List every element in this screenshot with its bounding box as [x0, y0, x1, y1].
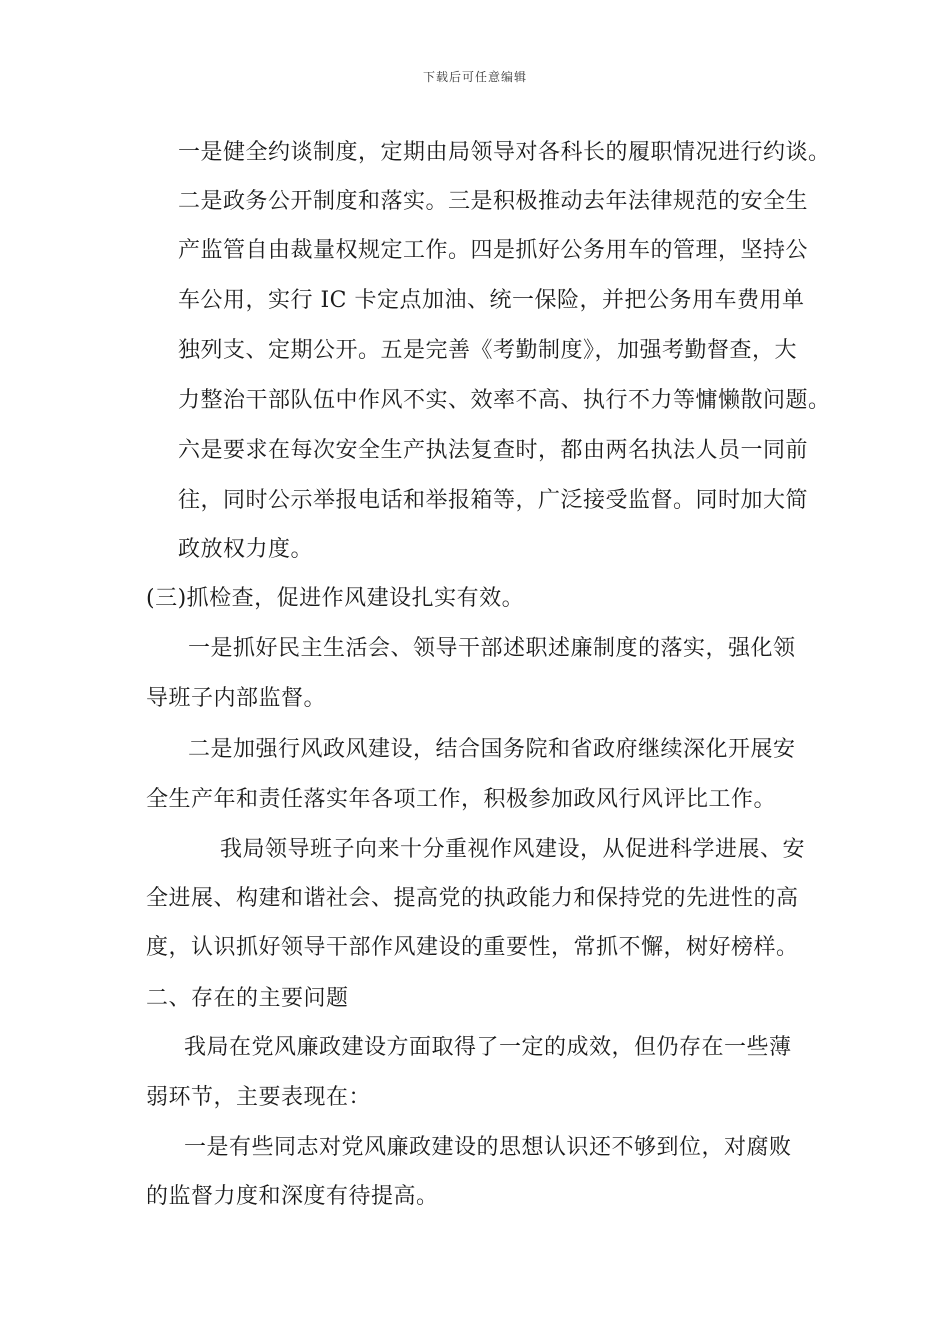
paragraph-line: 六是要求在每次安全生产执法复查时，都由两名执法人员一同前 — [178, 438, 809, 463]
paragraph-line: 车公用，实行 IC 卡定点加油、统一保险，并把公务用车费用单 — [178, 288, 805, 313]
section-heading: (三)抓检查，促进作风建设扎实有效。 — [146, 586, 525, 611]
paragraph-line: 往，同时公示举报电话和举报箱等，广泛接受监督。同时加大简 — [178, 488, 809, 513]
paragraph-line: 独列支、定期公开。五是完善《考勤制度》，加强考勤督查，大 — [178, 338, 798, 363]
page-header: 下载后可任意编辑 — [422, 70, 527, 84]
paragraph-line: 全进展、构建和谐社会、提高党的执政能力和保持党的先进性的高 — [146, 886, 799, 911]
section-heading: 二、存在的主要问题 — [146, 986, 349, 1011]
paragraph-line: 我局领导班子向来十分重视作风建设，从促进科学进展、安 — [220, 837, 806, 862]
paragraph-line: 政放权力度。 — [178, 537, 314, 562]
paragraph-line: 力整治干部队伍中作风不实、效率不高、执行不力等慵懒散问题。 — [178, 388, 831, 413]
paragraph-line: 二是政务公开制度和落实。三是积极推动去年法律规范的安全生 — [178, 189, 809, 214]
paragraph-line: 产监管自由裁量权规定工作。四是抓好公务用车的管理，坚持公 — [178, 238, 809, 263]
paragraph-line: 全生产年和责任落实年各项工作，积极参加政风行风评比工作。 — [146, 787, 777, 812]
paragraph-line: 弱环节，主要表现在： — [146, 1085, 372, 1110]
paragraph-line: 度，认识抓好领导干部作风建设的重要性，常抓不懈，树好榜样。 — [146, 935, 799, 960]
paragraph-line: 一是健全约谈制度，定期由局领导对各科长的履职情况进行约谈。 — [178, 140, 831, 165]
paragraph-line: 一是有些同志对党风廉政建设的思想认识还不够到位，对腐败 — [184, 1135, 792, 1160]
paragraph-line: 一是抓好民主生活会、领导干部述职述廉制度的落实，强化领 — [188, 636, 796, 661]
paragraph-line: 二是加强行风政风建设，结合国务院和省政府继续深化开展安 — [188, 737, 796, 762]
paragraph-line: 导班子内部监督。 — [146, 686, 327, 711]
paragraph-line: 我局在党风廉政建设方面取得了一定的成效，但仍存在一些薄 — [184, 1035, 792, 1060]
paragraph-line: 的监督力度和深度有待提高。 — [146, 1184, 439, 1209]
